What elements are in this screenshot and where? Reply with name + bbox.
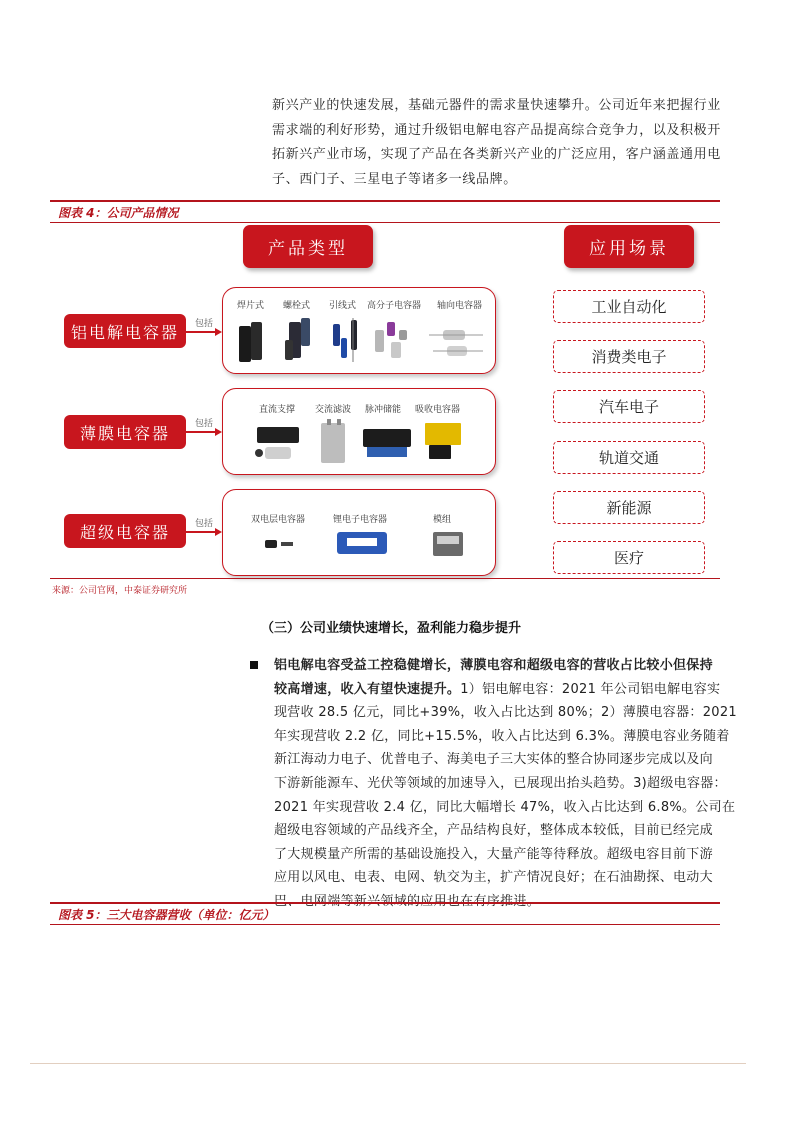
application-new-energy: 新能源 xyxy=(553,491,705,524)
product-type-label: 螺栓式 xyxy=(283,301,311,311)
body-bold: 铝电解电容受益工控稳健增长，薄膜电容和超级电容的营收占比较小但保持 xyxy=(274,658,713,673)
application-medical: 医疗 xyxy=(553,541,705,574)
intro-line: 新兴产业的快速发展，基础元器件的需求量快速攀升。公司近年来把握行业 xyxy=(272,98,721,113)
product-type-label: 交流滤波 xyxy=(315,405,352,415)
product-box-film xyxy=(222,388,496,475)
category-film-capacitor: 薄膜电容器 xyxy=(64,415,186,449)
body-line: 年实现营收 2.2 亿，同比+15.5%，收入占比达到 6.3%。薄膜电容业务随着 xyxy=(274,728,730,744)
application-rail-transit: 轨道交通 xyxy=(553,441,705,474)
body-line: 巴、电网端等新兴领域的应用也在有序推进。 xyxy=(274,893,541,909)
body-line xyxy=(274,654,744,678)
product-type-label: 锂电子电容器 xyxy=(333,515,388,525)
figure4-title-bar xyxy=(50,200,720,223)
includes-label: 包括 xyxy=(195,319,214,329)
includes-label: 包括 xyxy=(195,519,214,529)
intro-paragraph xyxy=(272,94,742,192)
body-text: 1）铝电解电容：2021 年公司铝电解电容实 xyxy=(460,681,721,697)
body-line xyxy=(274,678,744,702)
body-line: 了大规模量产所需的基础设施投入，大量产能等待释放。超级电容目前下游 xyxy=(274,846,713,862)
product-type-label: 脉冲储能 xyxy=(365,405,402,415)
product-type-label: 吸收电容器 xyxy=(415,405,461,415)
application-consumer-electronics: 消费类电子 xyxy=(553,340,705,373)
connector-line xyxy=(186,531,215,533)
body-bold: 较高增速，收入有望快速提升。 xyxy=(274,681,461,697)
intro-line: 拓新兴产业市场，实现了产品在各类新兴产业的广泛应用，客户涵盖通用电 xyxy=(272,147,721,162)
application-industrial-automation: 工业自动化 xyxy=(553,290,705,323)
body-line: 2021 年实现营收 2.4 亿，同比大幅增长 47%，收入占比达到 6.8%。公司在 xyxy=(274,799,736,815)
figure4-source: 来源：公司官网，中泰证券研究所 xyxy=(52,586,188,596)
product-type-label: 双电层电容器 xyxy=(251,515,306,525)
application-header: 应用场景 xyxy=(564,225,694,268)
connector-line xyxy=(186,331,215,333)
arrow-right-icon xyxy=(215,528,222,536)
body-line: 超级电容领域的产品线齐全，产品结构良好，整体成本较低，目前已经完成 xyxy=(274,823,713,839)
includes-label: 包括 xyxy=(195,419,214,429)
aluminum-capacitor-photos xyxy=(233,316,491,366)
arrow-right-icon xyxy=(215,328,222,336)
application-automotive-electronics: 汽车电子 xyxy=(553,390,705,423)
figure4-bottom-rule xyxy=(50,578,720,579)
intro-line: 需求端的利好形势，通过升级铝电解电容产品提高综合竞争力，以及积极开 xyxy=(272,122,721,138)
product-box-aluminum xyxy=(222,287,496,374)
product-type-header: 产品类型 xyxy=(243,225,373,268)
arrow-right-icon xyxy=(215,428,222,436)
bullet-square-icon xyxy=(250,661,258,669)
footer-divider xyxy=(30,1063,746,1064)
product-type-label: 引线式 xyxy=(329,301,357,311)
body-line: 现营收 28.5 亿元，同比+39%，收入占比达到 80%；2）薄膜电容器：2021 xyxy=(274,705,737,721)
product-type-label: 焊片式 xyxy=(237,301,265,311)
product-type-label: 轴向电容器 xyxy=(437,301,483,311)
product-type-label: 模组 xyxy=(433,515,452,525)
body-line: 新江海动力电子、优普电子、海美电子三大实体的整合协同逐步完成以及向 xyxy=(274,752,713,768)
film-capacitor-photos xyxy=(243,419,483,467)
section-title: （三）公司业绩快速增长，盈利能力稳步提升 xyxy=(261,621,522,636)
product-type-label: 直流支撑 xyxy=(259,405,296,415)
intro-line: 子、西门子、三星电子等诸多一线品牌。 xyxy=(272,171,517,187)
figure5-title: 图表 5：三大电容器营收（单位：亿元） xyxy=(58,908,275,922)
product-box-super xyxy=(222,489,496,576)
connector-line xyxy=(186,431,215,433)
figure4-title: 图表 4：公司产品情况 xyxy=(58,206,179,220)
figure5-title-bar xyxy=(50,902,720,925)
section-body xyxy=(274,654,744,914)
product-type-label: 高分子电容器 xyxy=(367,301,422,311)
body-line: 应用以风电、电表、电网、轨交为主，扩产情况良好；在石油勘探、电动大 xyxy=(274,870,713,886)
body-line: 下游新能源车、光伏等领域的加速导入，已展现出抬头趋势。3)超级电容器： xyxy=(274,775,727,791)
category-aluminum-electrolytic: 铝电解电容器 xyxy=(64,314,186,348)
supercapacitor-photos xyxy=(243,528,483,560)
category-supercapacitor: 超级电容器 xyxy=(64,514,186,548)
